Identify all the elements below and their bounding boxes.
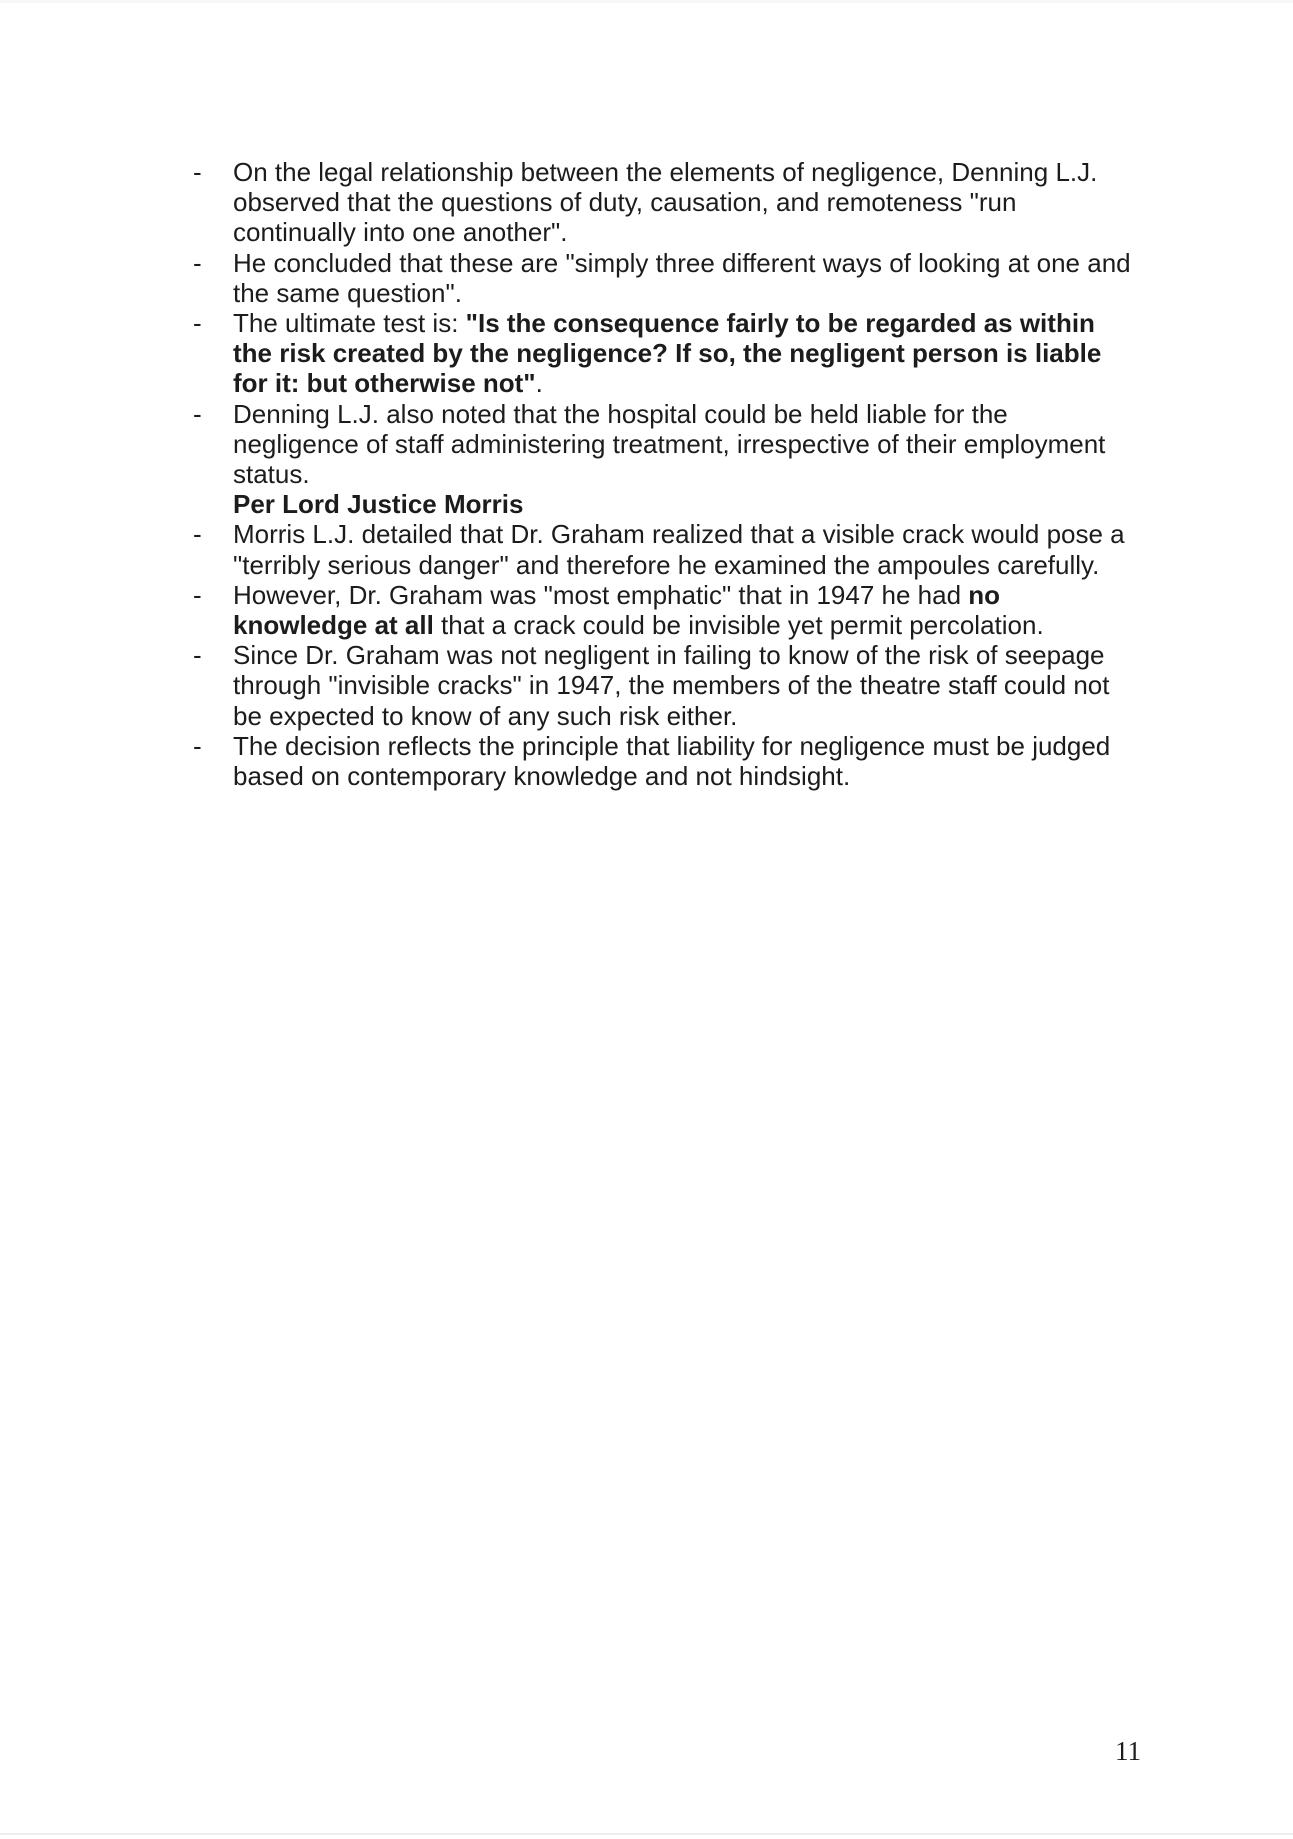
bullet-dash-marker: - xyxy=(193,579,202,610)
text-segment: He concluded that these are "simply three different ways of looking at one and xyxy=(233,247,1131,278)
bullet-line xyxy=(233,640,1173,670)
text-segment: Denning L.J. also noted that the hospital could be held liable for the xyxy=(233,398,1008,429)
text-segment: status. xyxy=(233,459,310,490)
bullet-line xyxy=(233,550,1173,580)
text-segment: "terribly serious danger" and therefore he examined the ampoules carefully. xyxy=(233,549,1100,580)
bold-text-segment: for it: but otherwise not" xyxy=(233,368,536,399)
bullet-item xyxy=(193,248,1173,308)
bullet-item xyxy=(193,731,1173,791)
bullet-line xyxy=(233,157,1173,187)
bold-text-segment: knowledge at all xyxy=(233,610,434,641)
bullet-dash-marker: - xyxy=(193,519,202,550)
text-segment: through "invisible cracks" in 1947, the members of the theatre staff could not xyxy=(233,670,1110,701)
bullet-text xyxy=(233,308,1173,399)
section-heading xyxy=(233,489,1173,519)
text-segment: the same question". xyxy=(233,277,462,308)
bullet-dash-marker: - xyxy=(193,247,202,278)
bullet-line xyxy=(233,368,1173,398)
bullet-item xyxy=(193,308,1173,399)
text-segment: continually into one another". xyxy=(233,217,568,248)
bullet-text xyxy=(233,731,1173,791)
bullet-text xyxy=(233,640,1173,731)
text-segment: The ultimate test is: xyxy=(233,308,466,339)
bullet-dash-marker: - xyxy=(193,157,202,187)
bullet-item xyxy=(193,580,1173,640)
bullet-text xyxy=(233,580,1173,640)
bullet-text xyxy=(233,248,1173,308)
bullet-line xyxy=(233,399,1173,429)
bullet-line xyxy=(233,670,1173,700)
text-segment: However, Dr. Graham was "most emphatic" that in 1947 he had xyxy=(233,579,969,610)
bullet-line xyxy=(233,429,1173,459)
bullet-item xyxy=(193,399,1173,490)
page-number: 11 xyxy=(1115,1736,1141,1766)
text-segment: Since Dr. Graham was not negligent in failing to know of the risk of seepage xyxy=(233,640,1105,671)
text-segment: On the legal relationship between the elements of negligence, Denning L.J. xyxy=(233,157,1098,187)
text-segment: . xyxy=(535,368,543,399)
bullet-line xyxy=(233,217,1173,247)
bullet-item xyxy=(193,157,1173,248)
bullet-dash-marker: - xyxy=(193,640,202,671)
bullet-line xyxy=(233,580,1173,610)
bullet-line xyxy=(233,338,1173,368)
bullet-line xyxy=(233,308,1173,338)
bullet-text xyxy=(233,157,1173,248)
bullet-line xyxy=(233,519,1173,549)
bullet-line xyxy=(233,278,1173,308)
text-segment: The decision reflects the principle that liability for negligence must be judged xyxy=(233,730,1111,761)
text-segment: observed that the questions of duty, causation, and remoteness "run xyxy=(233,187,1017,218)
bullet-line xyxy=(233,731,1173,761)
bullet-line xyxy=(233,701,1173,731)
bullet-dash-marker: - xyxy=(193,398,202,429)
bullet-list xyxy=(193,157,1173,791)
bullet-item xyxy=(193,640,1173,731)
bullet-item xyxy=(193,519,1173,579)
text-segment: based on contemporary knowledge and not hindsight. xyxy=(233,761,851,792)
heading-text: Per Lord Justice Morris xyxy=(233,489,524,520)
text-segment: negligence of staff administering treatment, irrespective of their employment xyxy=(233,428,1106,459)
bullet-line xyxy=(233,610,1173,640)
text-segment: Morris L.J. detailed that Dr. Graham realized that a visible crack would pose a xyxy=(233,519,1125,550)
page-bottom-edge xyxy=(0,1833,1293,1835)
bullet-line xyxy=(233,187,1173,217)
text-segment: be expected to know of any such risk either. xyxy=(233,700,738,731)
bullet-dash-marker: - xyxy=(193,730,202,761)
bold-text-segment: "Is the consequence fairly to be regarded as within xyxy=(465,308,1095,339)
bullet-dash-marker: - xyxy=(193,308,202,339)
bullet-line xyxy=(233,459,1173,489)
bullet-text xyxy=(233,399,1173,490)
page-top-edge xyxy=(0,0,1293,3)
bold-text-segment: no xyxy=(968,579,1001,610)
bullet-line xyxy=(233,248,1173,278)
bold-text-segment: the risk created by the negligence? If so, the negligent person is liable xyxy=(233,338,1102,369)
text-segment: that a crack could be invisible yet permit percolation. xyxy=(433,610,1044,641)
bullet-text xyxy=(233,519,1173,579)
bullet-line xyxy=(233,761,1173,791)
